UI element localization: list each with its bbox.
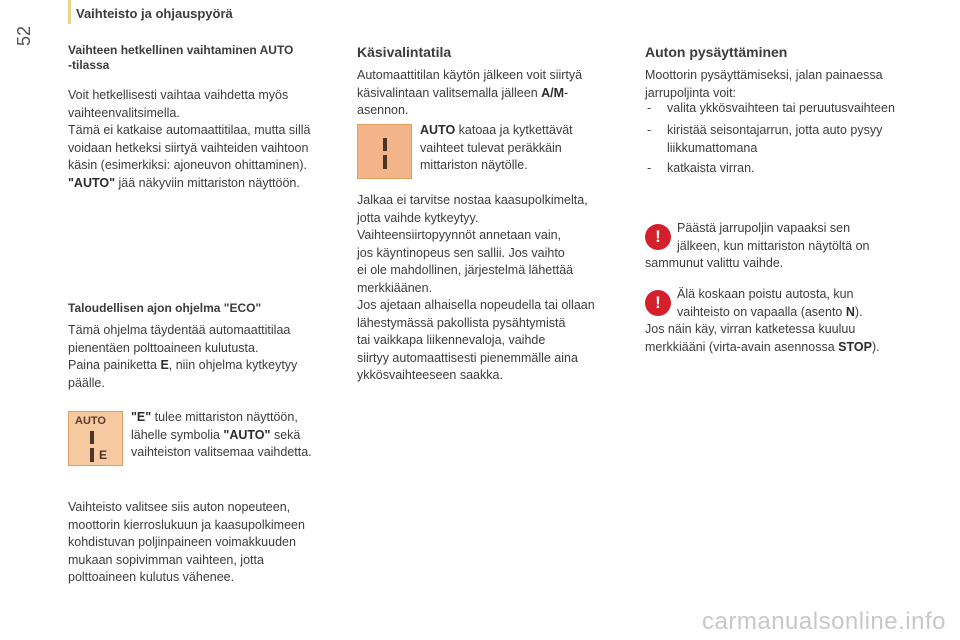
auto-eco-display-icon — [68, 411, 123, 466]
eco-heading: Taloudellisen ajon ohjelma "ECO" — [68, 301, 262, 315]
column-right — [645, 40, 915, 600]
text: katoaa ja kytkettävät — [455, 123, 573, 137]
text-line: ei ole mahdollinen, järjestelmä lähettää — [357, 263, 574, 277]
text: , niin ohjelma kytkeytyy — [168, 358, 298, 372]
text-line: Vaihteisto valitsee siis auton nopeuteen, — [68, 500, 291, 514]
text: vaihteisto on vapaalla (asento — [677, 304, 846, 319]
gear-bar-icon — [90, 448, 94, 462]
text-line: jos käyntinopeus sen sallii. Jos vaihto — [357, 245, 565, 260]
manual-mode-intro — [357, 67, 625, 120]
text-line: sammunut valittu vaihde. — [645, 256, 784, 270]
gear-selection-summary — [68, 499, 340, 587]
bold-text: A/M — [541, 85, 565, 100]
text: jää näkyviin mittariston näyttöön. — [115, 175, 300, 190]
text-line — [68, 175, 340, 193]
text: Paina painiketta — [68, 358, 161, 372]
text-line: jälkeen, kun mittariston näytöltä on — [677, 238, 870, 253]
temporary-change-body — [68, 87, 340, 192]
text-line: Jos ajetaan alhaisella nopeudella tai ollaan — [357, 298, 595, 312]
text: käsivalintaan valitsemalla jälleen — [357, 85, 542, 100]
text-line — [357, 85, 625, 103]
text-line: tai vaikkapa liikennevaloja, vaihde — [357, 333, 546, 347]
bold-text: N — [845, 304, 855, 319]
text-line: Älä koskaan poistu autosta, kun — [677, 287, 854, 301]
list-item: - katkaista virran. — [645, 160, 915, 178]
bold-text: STOP — [838, 339, 872, 354]
text-line — [131, 409, 341, 427]
column-middle — [357, 40, 625, 600]
gear-bar-icon — [383, 138, 387, 151]
text-line: vaihteet tulevat peräkkäin — [420, 140, 562, 155]
text-line: polttoaineen kulutus vähenee. — [68, 570, 235, 584]
warning-note-2 — [645, 286, 915, 356]
text-line: ykkösvaihteeseen saakka. — [357, 368, 503, 382]
page-number: 52 — [14, 25, 34, 46]
gear-bar-icon — [383, 155, 387, 169]
text-line: Jalkaa ei tarvitse nostaa kaasupolkimelta, — [357, 193, 588, 207]
watermark: carmanualsonline.info — [702, 608, 946, 635]
list-item: - valita ykkösvaihteen tai peruutusvaihteen — [645, 100, 915, 118]
text-line: Moottorin pysäyttämiseksi, jalan painaessa — [645, 68, 883, 82]
bold-text: AUTO — [420, 123, 456, 137]
text-line: jotta vaihde kytkeytyy. — [357, 210, 479, 225]
eco-body — [68, 322, 340, 392]
bold-text: E — [160, 358, 169, 372]
manual-mode-heading: Käsivalintatila — [357, 44, 452, 60]
text-line — [645, 339, 915, 357]
text-line: mukaan sopivimman vaihteen, jotta — [68, 552, 264, 567]
stopping-bullets — [645, 160, 915, 178]
text-line: asennon. — [357, 103, 409, 117]
text: ). — [854, 304, 863, 319]
text-line: käsin (esimerkiksi: ajoneuvon ohittaminen). — [68, 158, 307, 172]
text-line: merkkiäänen. — [357, 280, 433, 295]
manual-mode-body — [357, 192, 625, 385]
eco-icon-description — [131, 409, 341, 462]
gear-bar-icon — [90, 431, 94, 444]
text-line: Jos näin käy, virran katketessa kuuluu — [645, 322, 856, 336]
text-line: jarrupoljinta voit: — [645, 85, 737, 100]
stopping-bullets — [645, 100, 915, 118]
stopping-intro — [645, 67, 915, 102]
text-line: pienentäen polttoaineen kulutusta. — [68, 340, 259, 355]
text: tulee mittariston näyttöön, — [151, 410, 298, 424]
stopping-bullets — [645, 122, 915, 157]
manual-gear-display-icon — [357, 124, 412, 179]
eco-e-label: E — [99, 448, 108, 462]
warning-icon: ! — [645, 290, 671, 316]
text-line: Tämä ei katkaise automaattitilaa, mutta sillä — [68, 123, 311, 137]
manual-icon-description — [420, 122, 625, 175]
text-line — [131, 427, 341, 445]
temporary-change-heading-line1: Vaihteen hetkellinen vaihtaminen AUTO — [68, 43, 294, 57]
text-line: Automaattitilan käytön jälkeen voit siirtyä — [357, 68, 583, 82]
text-line: lähestymässä pakollista pysähtymistä — [357, 315, 566, 330]
warning-note-1 — [645, 220, 915, 273]
temporary-change-heading-line2: -tilassa — [68, 58, 110, 72]
header-accent-bar — [68, 0, 71, 24]
column-left — [68, 40, 340, 600]
text: lähelle symbolia — [131, 427, 224, 442]
bold-text: "AUTO" — [68, 175, 116, 190]
auto-label: AUTO — [75, 415, 106, 427]
text-line: Vaihteensiirtopyynnöt annetaan vain, — [357, 228, 562, 242]
text-line: siirtyy automaattisesti pienemmälle aina — [357, 350, 578, 365]
list-item: - kiristää seisontajarrun, jotta auto pysyy — [645, 122, 915, 140]
text: ). — [871, 339, 880, 354]
text-line: vaihteiston valitsemaa vaihdetta. — [131, 445, 312, 459]
text-line — [68, 357, 340, 375]
bold-text: "E" — [131, 410, 152, 424]
warning-icon: ! — [645, 224, 671, 250]
text: - — [564, 85, 569, 100]
text-line — [645, 304, 915, 322]
text-line: Tämä ohjelma täydentää automaattitilaa — [68, 323, 291, 337]
text-line: moottorin kierroslukuun ja kaasupolkimeen — [68, 517, 305, 532]
page-title: Vaihteisto ja ohjauspyörä — [76, 6, 233, 21]
text-line — [420, 122, 625, 140]
list-item-continuation: liikkumattomana — [667, 140, 758, 155]
text-line: mittariston näytölle. — [420, 158, 528, 172]
text: sekä — [270, 427, 301, 442]
text-line: Päästä jarrupoljin vapaaksi sen — [677, 221, 851, 235]
text-line: vaihteenvalitsimella. — [68, 105, 180, 120]
stopping-heading: Auton pysäyttäminen — [645, 44, 788, 60]
bold-text: "AUTO" — [223, 427, 271, 442]
text: merkkiääni (virta-avain asennossa — [645, 339, 839, 354]
text-line: kohdistuvan poljinpaineen voimakkuuden — [68, 535, 296, 549]
text-line: päälle. — [68, 375, 105, 390]
text-line: voidaan hetkeksi siirtyä vaihteiden vaihtoon — [68, 140, 309, 155]
text-line: Voit hetkellisesti vaihtaa vaihdetta myös — [68, 88, 289, 102]
